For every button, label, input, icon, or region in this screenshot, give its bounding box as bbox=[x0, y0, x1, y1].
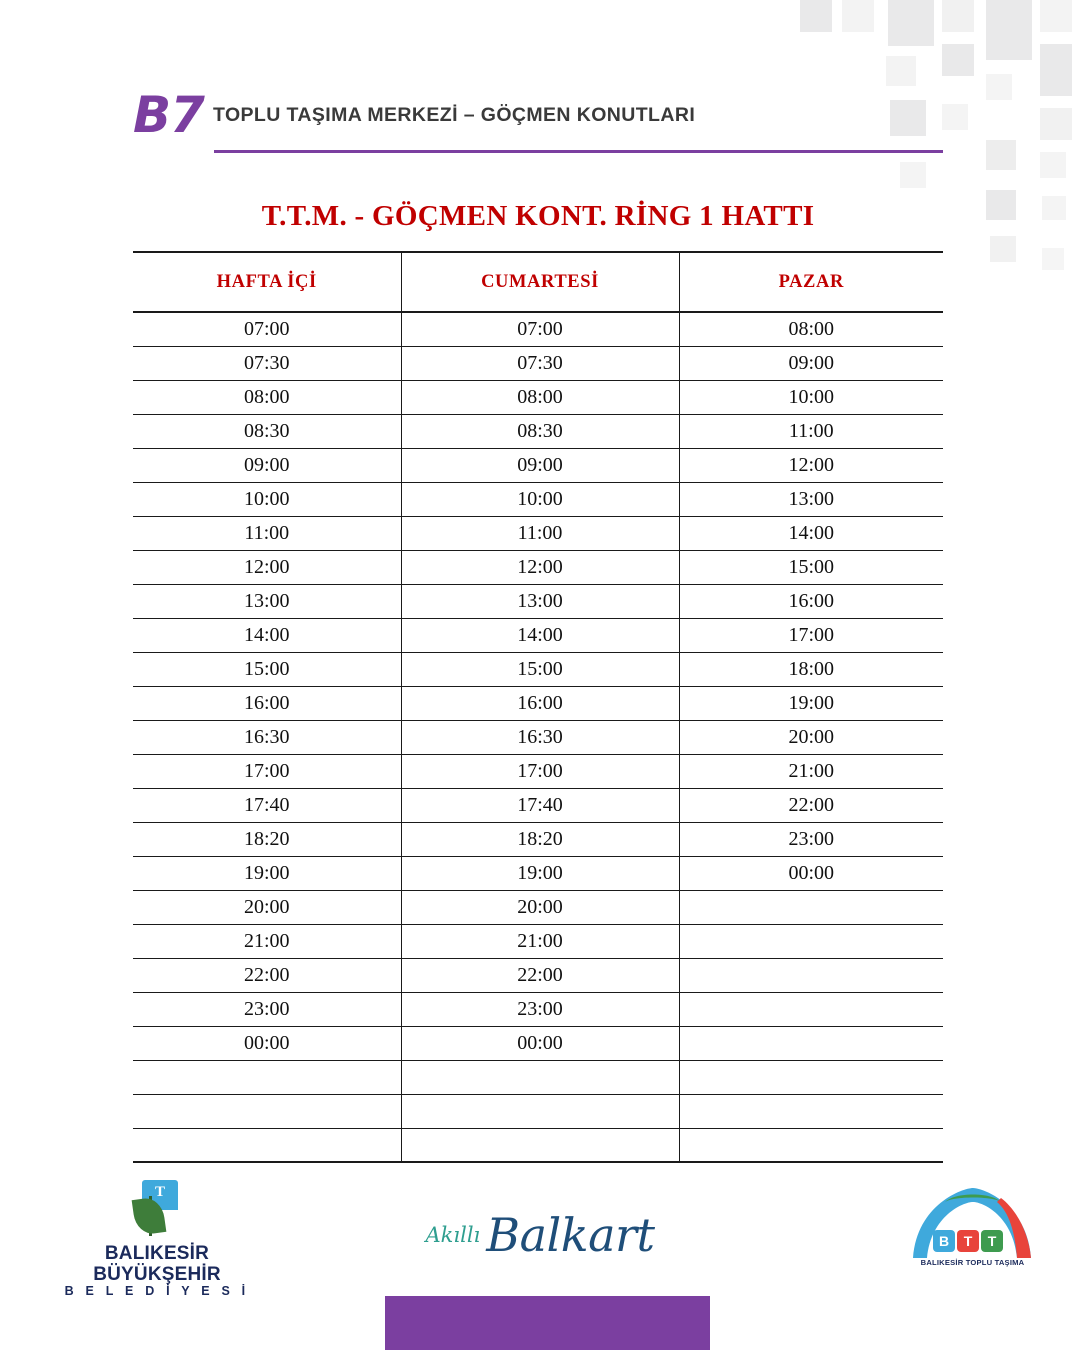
table-cell: 09:00 bbox=[133, 448, 401, 482]
column-header-sunday: PAZAR bbox=[679, 252, 943, 312]
table-cell bbox=[133, 1128, 401, 1162]
table-row bbox=[133, 1060, 943, 1094]
table-cell: 23:00 bbox=[401, 992, 679, 1026]
municipality-logo-text bbox=[62, 1244, 252, 1299]
table-cell: 17:00 bbox=[133, 754, 401, 788]
municipality-emblem-icon bbox=[128, 1180, 186, 1238]
table-cell: 15:00 bbox=[401, 652, 679, 686]
table-row bbox=[133, 312, 943, 346]
table-row bbox=[133, 414, 943, 448]
table-cell: 08:00 bbox=[133, 380, 401, 414]
table-cell: 16:30 bbox=[401, 720, 679, 754]
balkart-logo bbox=[395, 1208, 685, 1262]
table-cell: 12:00 bbox=[133, 550, 401, 584]
table-row bbox=[133, 618, 943, 652]
table-row bbox=[133, 924, 943, 958]
table-row bbox=[133, 652, 943, 686]
table-cell: 09:00 bbox=[679, 346, 943, 380]
table-cell bbox=[401, 1094, 679, 1128]
table-cell: 07:30 bbox=[133, 346, 401, 380]
table-cell: 23:00 bbox=[133, 992, 401, 1026]
municipality-line3: B E L E D İ Y E S İ bbox=[64, 1284, 250, 1299]
table-row bbox=[133, 686, 943, 720]
municipality-line1: BALIKESİR bbox=[104, 1243, 210, 1264]
table-row bbox=[133, 856, 943, 890]
table-row bbox=[133, 448, 943, 482]
table-cell: 19:00 bbox=[401, 856, 679, 890]
schedule-title: T.T.M. - GÖÇMEN KONT. RİNG 1 HATTI bbox=[261, 200, 815, 232]
table-cell: 21:00 bbox=[401, 924, 679, 958]
table-cell: 16:00 bbox=[133, 686, 401, 720]
table-row bbox=[133, 346, 943, 380]
table-cell: 16:00 bbox=[679, 584, 943, 618]
header-divider bbox=[214, 150, 943, 153]
table-cell bbox=[401, 1060, 679, 1094]
table-cell: 19:00 bbox=[133, 856, 401, 890]
table-row bbox=[133, 516, 943, 550]
table-row bbox=[133, 584, 943, 618]
table-cell: 07:00 bbox=[401, 312, 679, 346]
table-cell bbox=[679, 1128, 943, 1162]
table-cell: 22:00 bbox=[679, 788, 943, 822]
table-row bbox=[133, 822, 943, 856]
table-cell: 18:20 bbox=[401, 822, 679, 856]
table-cell: 21:00 bbox=[133, 924, 401, 958]
table-cell: 20:00 bbox=[133, 890, 401, 924]
table-row bbox=[133, 482, 943, 516]
table-cell: 10:00 bbox=[133, 482, 401, 516]
table-cell bbox=[401, 1128, 679, 1162]
column-header-weekday: HAFTA İÇİ bbox=[133, 252, 401, 312]
table-cell: 08:00 bbox=[679, 312, 943, 346]
table-cell: 22:00 bbox=[133, 958, 401, 992]
table-cell: 10:00 bbox=[401, 482, 679, 516]
table-cell bbox=[679, 924, 943, 958]
table-cell: 08:30 bbox=[401, 414, 679, 448]
column-header-saturday: CUMARTESİ bbox=[401, 252, 679, 312]
table-cell: 11:00 bbox=[679, 414, 943, 448]
table-cell: 15:00 bbox=[133, 652, 401, 686]
table-cell bbox=[133, 1094, 401, 1128]
btt-arc-icon bbox=[905, 1186, 1040, 1266]
btt-logo bbox=[905, 1186, 1040, 1306]
table-cell: 16:00 bbox=[401, 686, 679, 720]
bottom-accent-bar bbox=[385, 1296, 710, 1350]
table-cell: 23:00 bbox=[679, 822, 943, 856]
route-code-badge: B7 bbox=[133, 86, 204, 144]
table-cell: 13:00 bbox=[401, 584, 679, 618]
table-cell: 21:00 bbox=[679, 754, 943, 788]
table-cell: 08:00 bbox=[401, 380, 679, 414]
table-cell: 09:00 bbox=[401, 448, 679, 482]
schedule-sheet bbox=[133, 200, 943, 1163]
table-cell: 00:00 bbox=[133, 1026, 401, 1060]
table-cell: 11:00 bbox=[133, 516, 401, 550]
btt-letter-tiles bbox=[933, 1230, 1005, 1252]
table-row bbox=[133, 380, 943, 414]
schedule-table bbox=[133, 251, 943, 1163]
table-cell: 17:00 bbox=[679, 618, 943, 652]
table-row bbox=[133, 720, 943, 754]
table-cell bbox=[679, 992, 943, 1026]
table-cell: 07:00 bbox=[133, 312, 401, 346]
table-cell bbox=[679, 958, 943, 992]
table-cell: 20:00 bbox=[679, 720, 943, 754]
table-row bbox=[133, 788, 943, 822]
table-cell: 15:00 bbox=[679, 550, 943, 584]
table-row bbox=[133, 754, 943, 788]
table-row bbox=[133, 890, 943, 924]
table-cell: 12:00 bbox=[679, 448, 943, 482]
table-cell bbox=[679, 1026, 943, 1060]
table-cell: 17:40 bbox=[133, 788, 401, 822]
table-cell: 14:00 bbox=[401, 618, 679, 652]
table-cell: 18:00 bbox=[679, 652, 943, 686]
page-header bbox=[133, 86, 943, 164]
table-cell: 16:30 bbox=[133, 720, 401, 754]
table-cell: 00:00 bbox=[401, 1026, 679, 1060]
route-title: TOPLU TAŞIMA MERKEZİ – GÖÇMEN KONUTLARI bbox=[213, 104, 696, 126]
table-cell: 20:00 bbox=[401, 890, 679, 924]
table-cell: 08:30 bbox=[133, 414, 401, 448]
table-header-row bbox=[133, 252, 943, 312]
table-cell: 00:00 bbox=[679, 856, 943, 890]
table-cell: 13:00 bbox=[679, 482, 943, 516]
table-cell: 12:00 bbox=[401, 550, 679, 584]
balkart-prefix: Akıllı bbox=[425, 1223, 481, 1247]
btt-letter-3: T bbox=[981, 1230, 1003, 1252]
table-cell: 19:00 bbox=[679, 686, 943, 720]
table-row bbox=[133, 1094, 943, 1128]
table-cell: 18:20 bbox=[133, 822, 401, 856]
table-cell: 17:00 bbox=[401, 754, 679, 788]
table-cell bbox=[679, 890, 943, 924]
table-row bbox=[133, 1128, 943, 1162]
table-cell: 17:40 bbox=[401, 788, 679, 822]
table-cell bbox=[679, 1060, 943, 1094]
btt-letter-1: B bbox=[933, 1230, 955, 1252]
table-cell: 22:00 bbox=[401, 958, 679, 992]
table-cell bbox=[679, 1094, 943, 1128]
table-row bbox=[133, 1026, 943, 1060]
table-row bbox=[133, 992, 943, 1026]
table-row bbox=[133, 550, 943, 584]
balkart-name: Balkart bbox=[486, 1208, 655, 1262]
table-row bbox=[133, 958, 943, 992]
btt-caption: BALIKESİR TOPLU TAŞIMA bbox=[920, 1258, 1025, 1267]
table-cell: 13:00 bbox=[133, 584, 401, 618]
table-cell: 10:00 bbox=[679, 380, 943, 414]
table-cell: 11:00 bbox=[401, 516, 679, 550]
table-cell: 07:30 bbox=[401, 346, 679, 380]
balikesir-municipality-logo bbox=[62, 1180, 252, 1299]
table-cell bbox=[133, 1060, 401, 1094]
municipality-line2: BÜYÜKŞEHİR bbox=[93, 1263, 221, 1285]
btt-letter-2: T bbox=[957, 1230, 979, 1252]
table-cell: 14:00 bbox=[133, 618, 401, 652]
table-cell: 14:00 bbox=[679, 516, 943, 550]
